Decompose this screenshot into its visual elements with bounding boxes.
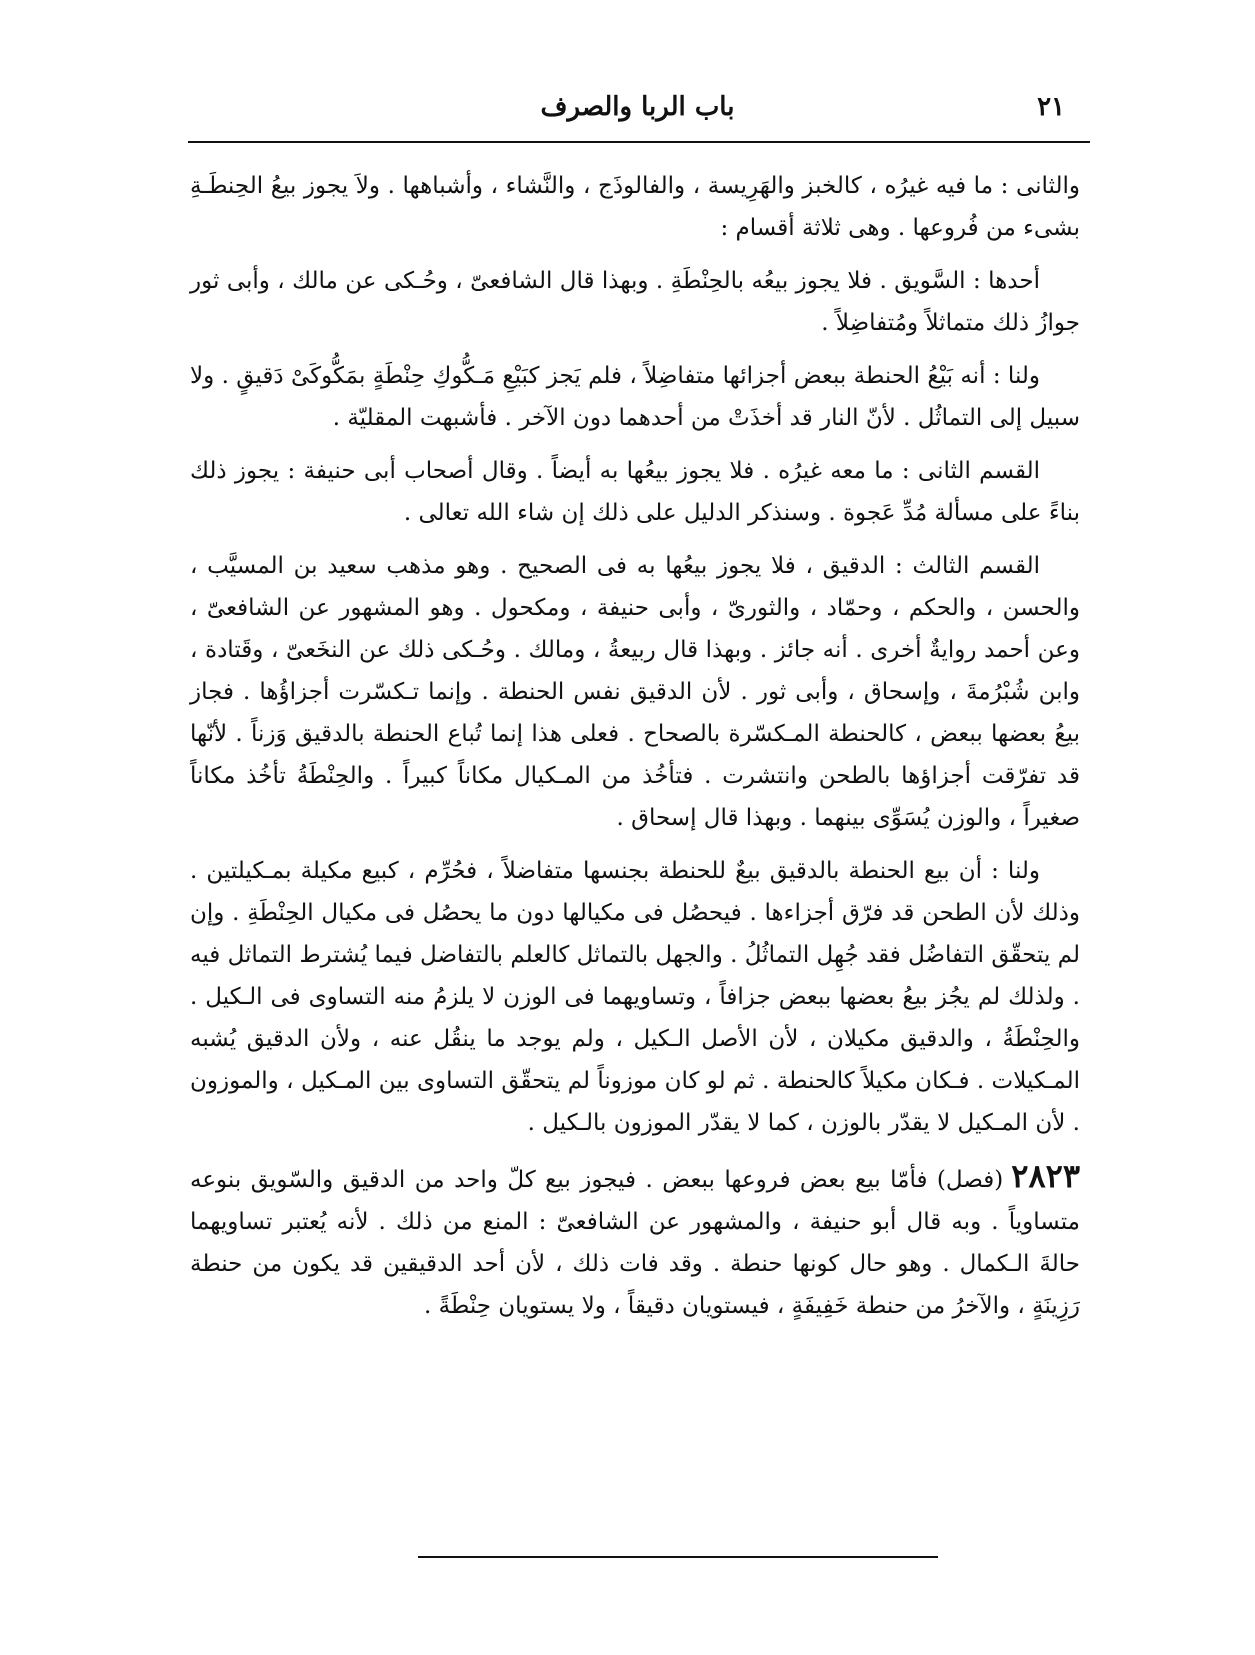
paragraph-second-section: القسم الثانى : ما معه غيرُه . فلا يجوز بيعُها به أيضاً . وقال أصحاب أبى حنيفة : يجوز ذلك بناءً على مسألة مُدِّ عَجوة . وسنذكر الدليل على ذلك إن شاء الله تعالى .: [190, 458, 1080, 526]
paragraph-sawiq: أحدها : السَّويق . فلا يجوز بيعُه بالحِنْطَةِ . وبهذا قال الشافعىّ ، وحُـكى عن مالك ، وأبى ثور جوازُ ذلك متماثلاً ومُتفاضِلاً .: [190, 268, 1080, 336]
main-text: [190, 165, 1080, 1338]
paragraph-fasl: [190, 1155, 1080, 1327]
paragraph-second-type: والثانى : ما فيه غيرُه ، كالخبز والهَرِيسة ، والفالوذَج ، والنَّشاء ، وأشباهها . ولاَ يجوز بيعُ الحِنطَـةِ بشىء من فُروعها . وهى ثلاثة أقسام :: [190, 173, 1080, 241]
paragraph-lana-2: ولنا : أن بيع الحنطة بالدقيق بيعٌ للحنطة بجنسها متفاضلاً ، فحُرِّم ، كبيع مكيلة بمـكيلتين . وذلك لأن الطحن قد فرّق أجزاءها . فيحصُل فى مكيالها دون ما يحصُل فى مكيال الحِنْطَةِ . وإن لم يتحقّق التفاضُل فقد جُهِل التماثُلُ . والجهل بالتماثل كالعلم بالتفاضل فيما يُشترط التماثل فيه . ولذلك لم يجُز بيعُ بعضها ببعض جزافاً ، وتساويهما فى الوزن لا يلزمُ منه التساوى فى الـكيل . والحِنْطَةُ ، والدقيق مكيلان ، لأن الأصل الـكيل ، ولم يوجد ما ينقُل عنه ، ولأن الدقيق يُشبه المـكيلات . فـكان مكيلاً كالحنطة . ثم لو كان موزوناً لم يتحقّق التساوى بين المـكيل ، والموزون . لأن المـكيل لا يقدّر بالوزن ، كما لا يقدّر الموزون بالـكيل .: [190, 858, 1080, 1136]
paragraph-third-section: القسم الثالث : الدقيق ، فلا يجوز بيعُها به فى الصحيح . وهو مذهب سعيد بن المسيَّب ، والحسن ، والحكم ، وحمّاد ، والثورىّ ، وأبى حنيفة ، ومكحول . وهو المشهور عن الشافعىّ ، وعن أحمد روايةٌ أخرى . أنه جائز . وبهذا قال ربيعةُ ، ومالك . وحُـكى ذلك عن النخَعىّ ، وقَتادة ، وابن شُبْرُمةَ ، وإسحاق ، وأبى ثور . لأن الدقيق نفس الحنطة . وإنما تـكسّرت أجزاؤُها . فجاز بيعُ بعضها ببعض ، كالحنطة المـكسّرة بالصحاح . فعلى هذا إنما تُباع الحنطة بالدقيق وَزناً . لأنّها قد تفرّقت أجزاؤها بالطحن وانتشرت . فتأخُذ من المـكيال مكاناً كبيراً . والحِنْطَةُ تأخُذ مكاناً صغيراً ، والوزن يُسَوِّى بينهما . وبهذا قال إسحاق .: [190, 553, 1080, 831]
page-header: [190, 92, 1085, 134]
paragraph-lana-1: ولنا : أنه بَيْعُ الحنطة ببعض أجزائها متفاضِلاً ، فلم يَجز كبَيْعِ مَـكُّوكِ حِنْطَةٍ بمَكُّوكَىْ دَقيقٍ . ولا سبيل إلى التماثُل . لأنّ النار قد أخذَتْ من أحدهما دون الآخر . فأشبهت المقليّة .: [190, 363, 1080, 431]
page-number: ٢١: [1037, 92, 1065, 122]
chapter-title: باب الربا والصرف: [540, 92, 735, 122]
header-divider: [188, 141, 1090, 143]
fasl-text: (فصل) فأمّا بيع بعض فروعها ببعض . فيجوز بيع كلّ واحد من الدقيق والسّويق بنوعه متساوياً . وبه قال أبو حنيفة ، والمشهور عن الشافعىّ : المنع من ذلك . لأنه يُعتبر تساويهما حالةَ الـكمال . وهو حال كونها حنطة . وقد فات ذلك ، لأن أحد الدقيقين قد يكون من حنطة رَزِينَةٍ ، والآخرُ من حنطة خَفِيفَةٍ ، فيستويان دقيقاً ، ولا يستويان حِنْطَةً .: [190, 1167, 1080, 1319]
fasl-number: ٢٨٢٣: [1011, 1157, 1080, 1195]
footer-divider: [418, 1556, 938, 1558]
